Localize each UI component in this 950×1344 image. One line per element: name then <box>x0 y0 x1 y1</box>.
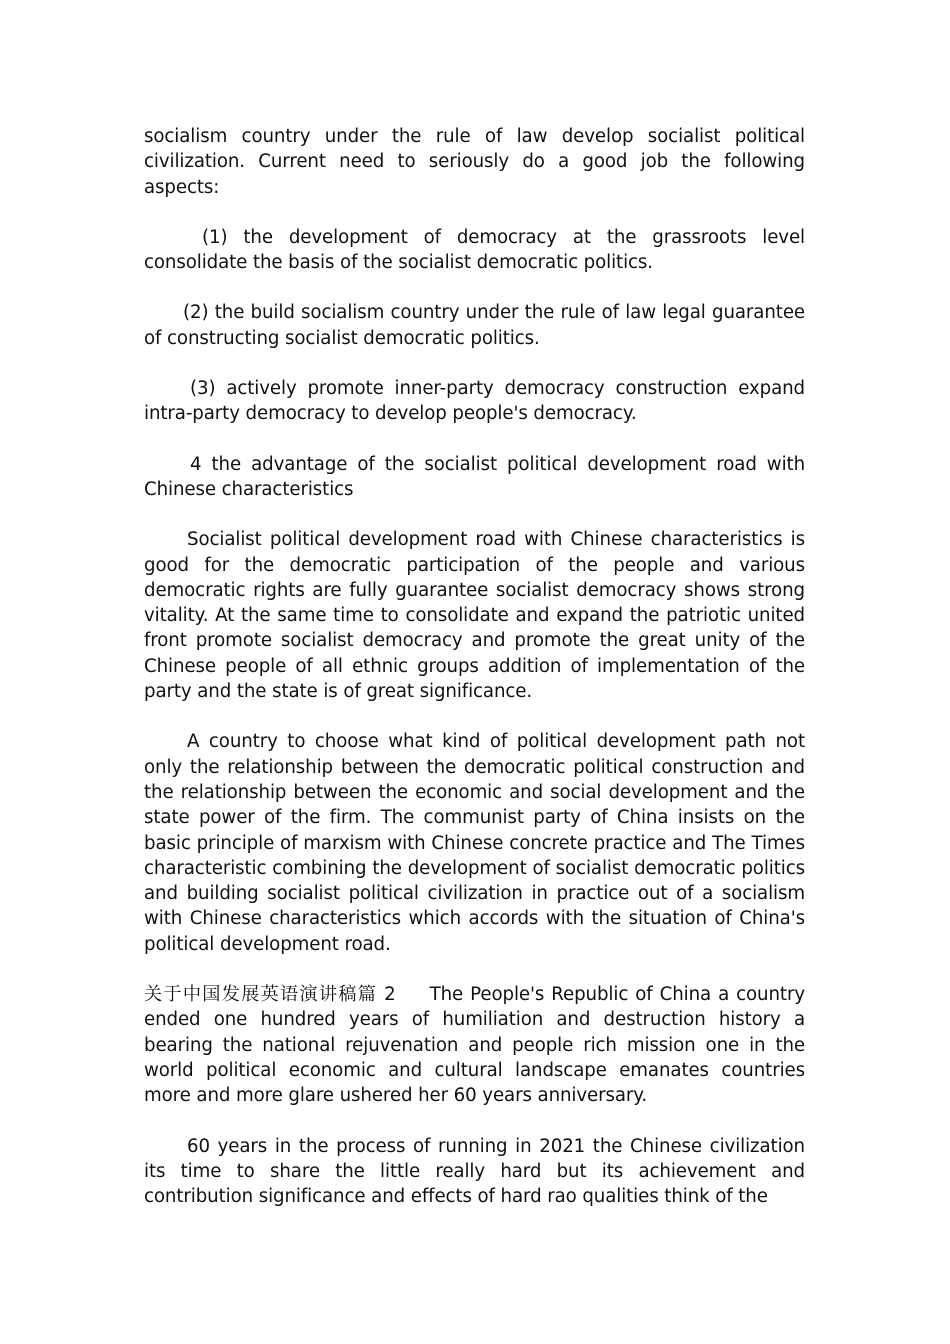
paragraph-section-4-heading: 4 the advantage of the socialist political development road with Chinese characteristics <box>144 453 805 500</box>
paragraph-political-path: A country to choose what kind of political development path not only the relationship between the democratic political construction and the relationship between the economic and social development and the state power of the firm. The communist party of China insists on the basic principle of marxism with Chinese concrete practice and The Times characteristic combining the development of socialist democratic politics and building socialist political civilization in practice out of a socialism with Chinese characteristics which accords with the situation of China's political development road. <box>144 731 805 955</box>
paragraph-point-2: (2) the build socialism country under the rule of law legal guarantee of constructing socialist democratic politics. <box>144 302 805 349</box>
section-2-heading: 关于中国发展英语演讲稿篇 2 <box>144 984 396 1006</box>
paragraph-point-3: (3) actively promote inner-party democracy construction expand intra-party democracy to develop people's democracy. <box>144 378 805 425</box>
paragraph-intro: socialism country under the rule of law develop socialist political civilization. Current need to seriously do a good job the following aspects: <box>144 126 805 198</box>
document-body <box>144 124 805 1234</box>
paragraph-point-1: (1) the development of democracy at the grassroots level consolidate the basis of the socialist democratic politics. <box>144 226 805 274</box>
paragraph-60-years: 60 years in the process of running in 2021 the Chinese civilization its time to share the little really hard but its achievement and contribution significance and effects of hard rao qualities think of the <box>144 1135 805 1208</box>
paragraph-socialist-road: Socialist political development road with Chinese characteristics is good for the democratic participation of the people and various democratic rights are fully guarantee socialist democracy shows strong vitality. At the same time to consolidate and expand the patriotic united front promote socialist democracy and promote the great unity of the Chinese people of all ethnic groups addition of implementation of the party and the state is of great significance. <box>144 529 805 703</box>
section-2-text: The People's Republic of China a country ended one hundred years of humiliation and destruction history a bearing the national rejuvenation and people rich mission one in the world political economic and cultural landscape emanates countries more and more glare ushered her 60 years anniversary. <box>144 984 805 1107</box>
paragraph-section-2 <box>144 982 805 1108</box>
